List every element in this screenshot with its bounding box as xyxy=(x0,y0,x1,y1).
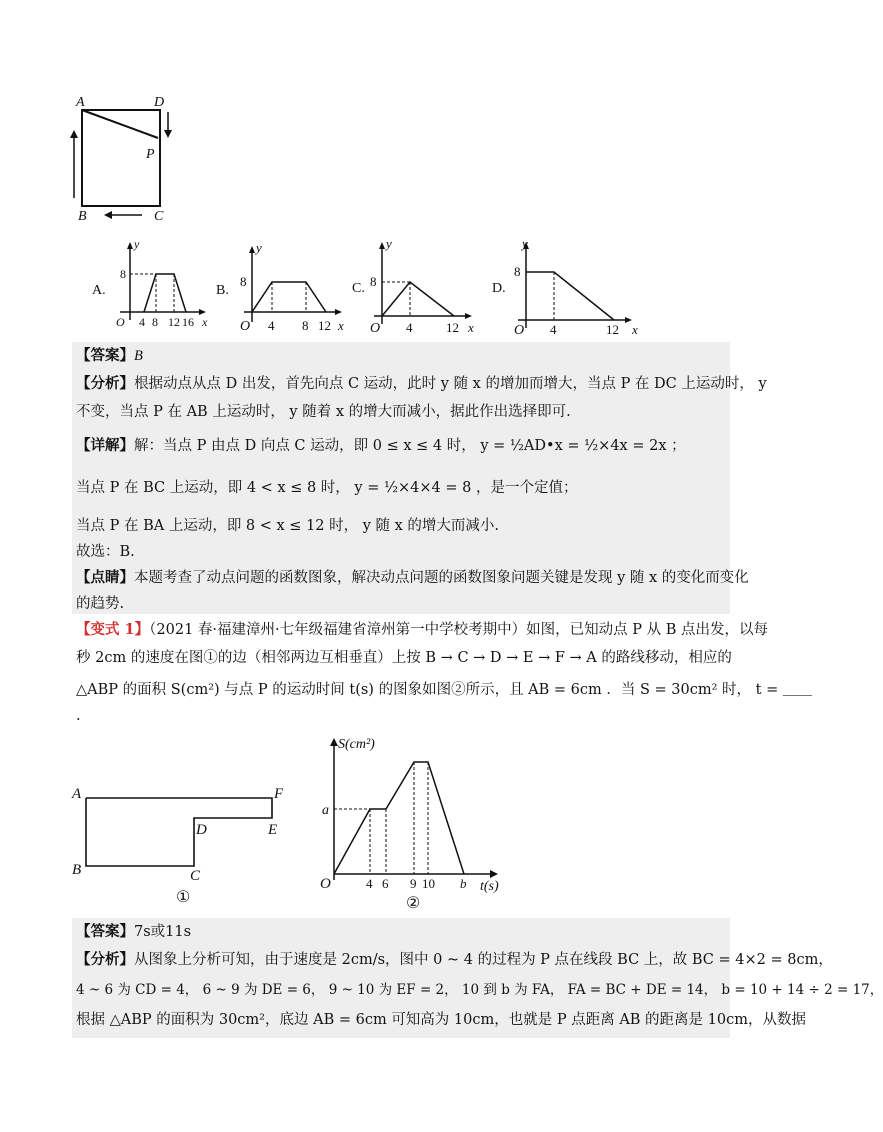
analysis-text: 从图象上分析可知，由于速度是 2cm/s，图中 0 ~ 4 的过程为 P 点在线段 BC 上，故 BC = 4×2 = 8cm， xyxy=(134,952,833,968)
comment-line xyxy=(76,568,749,588)
answer-line-2 xyxy=(76,922,191,942)
graph-line xyxy=(526,272,614,320)
label-c: C xyxy=(190,868,201,884)
option-letter: D. xyxy=(492,281,506,296)
analysis-line xyxy=(76,1010,806,1030)
tick-x: 12 xyxy=(606,322,619,337)
variant-tag: 【变式 1】 xyxy=(76,621,150,638)
variant-text: 秒 2cm 的速度在图①的边（相邻两边互相垂直）上按 B → C → D → E → F → A 的路线移动，相应的 xyxy=(76,650,732,666)
detail-text: 解：当点 P 由点 D 向点 C 运动，即 0 ≤ x ≤ 4 时， y = ½AD•x = ½×4x = 2x ； xyxy=(134,438,686,454)
analysis-line xyxy=(76,980,883,1000)
figure-caption: ② xyxy=(406,895,421,912)
tick-x: 4 xyxy=(366,876,373,891)
tick-x: 12 xyxy=(318,318,331,333)
tick-x: 4 xyxy=(406,320,413,335)
label-a: A xyxy=(76,95,85,110)
figure-caption: ① xyxy=(176,889,191,906)
tick-x: 12 xyxy=(168,315,180,329)
x-label: x xyxy=(338,318,344,333)
y-label: S(cm²) xyxy=(338,737,375,752)
option-letter: A. xyxy=(92,283,106,298)
answer-tag: 【答案】 xyxy=(76,347,134,364)
label-c: C xyxy=(154,209,164,224)
option-letter: B. xyxy=(216,283,229,298)
analysis-line xyxy=(76,950,833,970)
variant-text: △ABP 的面积 S(cm²) 与点 P 的运动时间 t(s) 的图象如图②所示，且 AB = 6cm ．当 S = 30cm² 时， t = ＿＿ xyxy=(76,682,812,698)
variant-line xyxy=(76,706,81,726)
option-a-graph xyxy=(86,236,216,336)
label-d: D xyxy=(196,822,207,838)
origin-label: O xyxy=(370,321,381,336)
detail-line xyxy=(76,436,686,456)
tick-y: 8 xyxy=(514,264,521,279)
square-figure xyxy=(60,88,200,228)
analysis-tag: 【分析】 xyxy=(76,375,134,392)
answer-value: 7s或11s xyxy=(134,924,192,940)
option-c-graph xyxy=(350,232,490,336)
analysis-line xyxy=(76,402,571,422)
label-p: P xyxy=(146,147,155,162)
y-label: y xyxy=(134,237,140,251)
tick-x: 8 xyxy=(302,318,309,333)
label-f: F xyxy=(274,786,284,802)
tick-y: 8 xyxy=(370,274,377,289)
comment-line xyxy=(76,594,124,614)
analysis-tag: 【分析】 xyxy=(76,951,134,968)
x-label: x xyxy=(632,322,638,337)
polygon-outline xyxy=(86,798,272,866)
tick-x: 4 xyxy=(268,318,275,333)
figure-2-graph xyxy=(316,730,516,915)
tick-x: 16 xyxy=(182,315,194,329)
analysis-text: 根据动点从点 D 出发，首先向点 C 运动，此时 y 随 x 的增加而增大，当点 P 在 DC 上运动时， y xyxy=(134,376,767,392)
detail-text: 当点 P 在 BC 上运动，即 4 < x ≤ 8 时， y = ½×4×4 = 8 ，是一个定值； xyxy=(76,480,578,496)
tick-x: 9 xyxy=(410,876,417,891)
tick-x: 4 xyxy=(550,322,557,337)
origin-label: O xyxy=(320,876,331,892)
answer-line-1 xyxy=(76,346,143,366)
variant-line xyxy=(76,620,768,640)
y-label: y xyxy=(256,240,262,255)
graph-line xyxy=(382,282,454,316)
detail-line xyxy=(76,478,577,498)
variant-text: （2021 春·福建漳州·七年级福建省漳州第一中学校考期中）如图，已知动点 P 从 B 点出发，以每 xyxy=(149,622,768,638)
tick-x: b xyxy=(460,876,467,891)
detail-tag: 【详解】 xyxy=(76,437,134,454)
answer-value: B xyxy=(134,348,143,364)
option-b-graph xyxy=(214,236,354,336)
figure-1-shape xyxy=(66,776,306,906)
detail-line xyxy=(76,542,135,562)
origin-label: O xyxy=(240,319,251,334)
detail-line xyxy=(76,516,499,536)
option-letter: C. xyxy=(352,281,365,296)
variant-text: . xyxy=(76,708,81,724)
tick-x: 8 xyxy=(152,315,158,329)
variant-line xyxy=(76,680,812,700)
comment-text: 本题考查了动点问题的函数图象，解决动点问题的函数图象问题关键是发现 y 随 x 的变化而变化 xyxy=(134,570,749,586)
answer-tag: 【答案】 xyxy=(76,923,134,940)
analysis-line xyxy=(76,374,767,394)
analysis-text: 根据 △ABP 的面积为 30cm²，底边 AB = 6cm 可知高为 10cm，也就是 P 点距离 AB 的距离是 10cm，从数据 xyxy=(76,1012,806,1028)
variant-line xyxy=(76,648,732,668)
area-curve xyxy=(334,762,464,874)
tick-y: 8 xyxy=(120,267,126,281)
label-e: E xyxy=(268,822,278,838)
detail-text: 故选：B. xyxy=(76,544,135,560)
x-label: x xyxy=(468,320,474,335)
label-b: B xyxy=(72,862,82,878)
x-label: t(s) xyxy=(480,879,499,894)
x-label: x xyxy=(202,315,208,329)
option-d-graph xyxy=(488,232,648,336)
label-a: A xyxy=(72,786,82,802)
tick-x: 12 xyxy=(446,320,459,335)
tick-x: 4 xyxy=(139,315,145,329)
origin-label: O xyxy=(514,323,525,338)
y-label: y xyxy=(522,236,528,251)
comment-text: 的趋势. xyxy=(76,596,125,612)
tick-a: a xyxy=(322,803,329,818)
tick-x: 10 xyxy=(422,876,435,891)
graph-line xyxy=(144,274,186,312)
comment-tag: 【点睛】 xyxy=(76,569,134,586)
tick-x: 6 xyxy=(382,876,389,891)
label-d: D xyxy=(154,95,165,110)
origin-label: O xyxy=(116,315,125,329)
analysis-text: 不变，当点 P 在 AB 上运动时， y 随着 x 的增大而减小，据此作出选择即可. xyxy=(76,404,571,420)
label-b: B xyxy=(78,209,87,224)
detail-text: 当点 P 在 BA 上运动，即 8 < x ≤ 12 时， y 随 x 的增大而减小. xyxy=(76,518,500,534)
y-label: y xyxy=(386,236,392,251)
analysis-text: 4 ~ 6 为 CD = 4， 6 ~ 9 为 DE = 6， 9 ~ 10 为 EF = 2， 10 到 b 为 FA， FA = BC + DE = 14， b = 10 + 14 ÷ 2 = 17， xyxy=(76,982,883,998)
tick-y: 8 xyxy=(240,274,247,289)
segment-ap xyxy=(82,110,158,138)
graph-line xyxy=(252,282,326,312)
